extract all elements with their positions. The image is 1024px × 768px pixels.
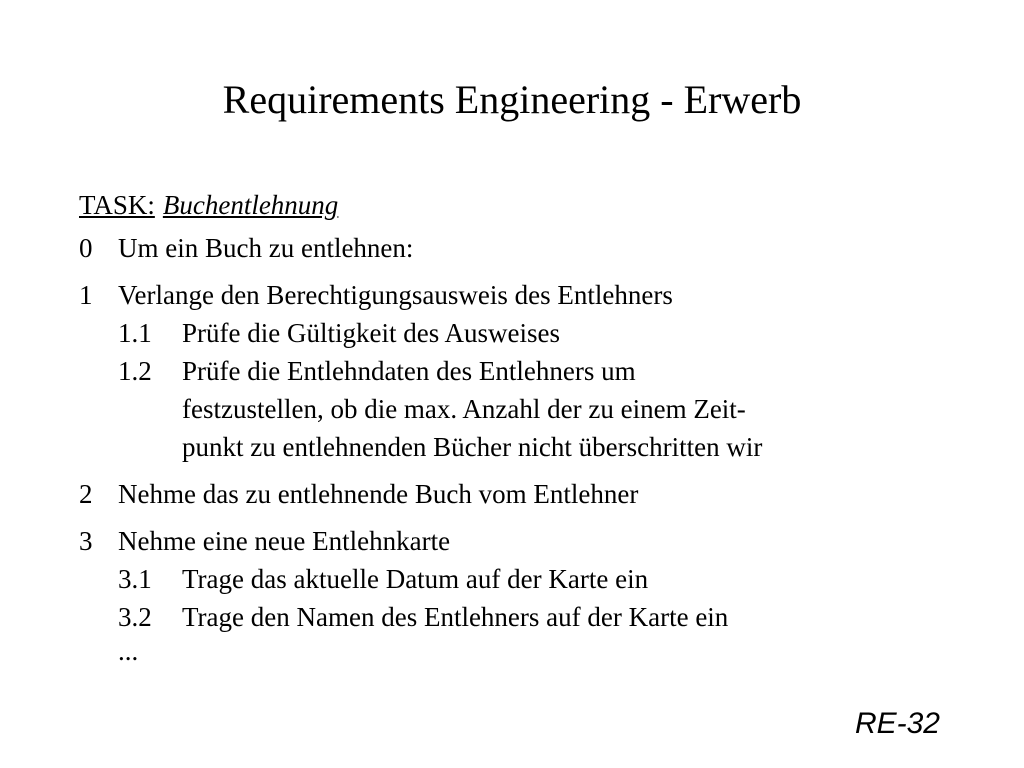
step-text: Verlange den Berechtigungsausweis des Entlehners [118,280,673,310]
step-3 [79,522,979,560]
step-text: Um ein Buch zu entlehnen: [118,233,414,263]
slide-title: Requirements Engineering - Erwerb [222,77,802,122]
task-heading [79,186,979,224]
substep-number: 1.2 [118,356,152,386]
step-text: Nehme das zu entlehnende Buch vom Entlehner [118,479,639,509]
step-number: 2 [79,479,93,509]
step-2 [79,475,979,513]
substep-number: 3.2 [118,602,152,632]
step-0 [79,229,979,267]
substep-3-2 [118,598,979,636]
step-1-substeps [118,314,979,466]
slide-content [79,186,979,666]
slide-number: RE-32 [854,707,940,740]
substep-number: 3.1 [118,564,152,594]
substep-text: Trage den Namen des Entlehners auf der Karte ein [182,602,729,632]
step-text: Nehme eine neue Entlehnkarte [118,526,451,556]
step-3-substeps [118,560,979,636]
substep-text: Prüfe die Entlehndaten des Entlehners um festzustellen, ob die max. Anzahl der zu einem Zeit- punkt zu entlehnenden Bücher nicht überschritten wir [182,356,763,462]
step-number: 3 [79,526,93,556]
step-number: 1 [79,280,93,310]
substep-3-1 [118,560,979,598]
step-number: 0 [79,233,93,263]
substep-1-2 [118,352,979,466]
step-1 [79,276,979,314]
substep-text: Trage das aktuelle Datum auf der Karte ein [182,564,649,594]
task-name: Buchentlehnung [162,190,339,220]
substep-number: 1.1 [118,318,152,348]
continuation-ellipsis: ... [118,636,139,666]
substep-1-1 [118,314,979,352]
substep-text: Prüfe die Gültigkeit des Ausweises [182,318,560,348]
task-label: TASK: [79,190,155,220]
